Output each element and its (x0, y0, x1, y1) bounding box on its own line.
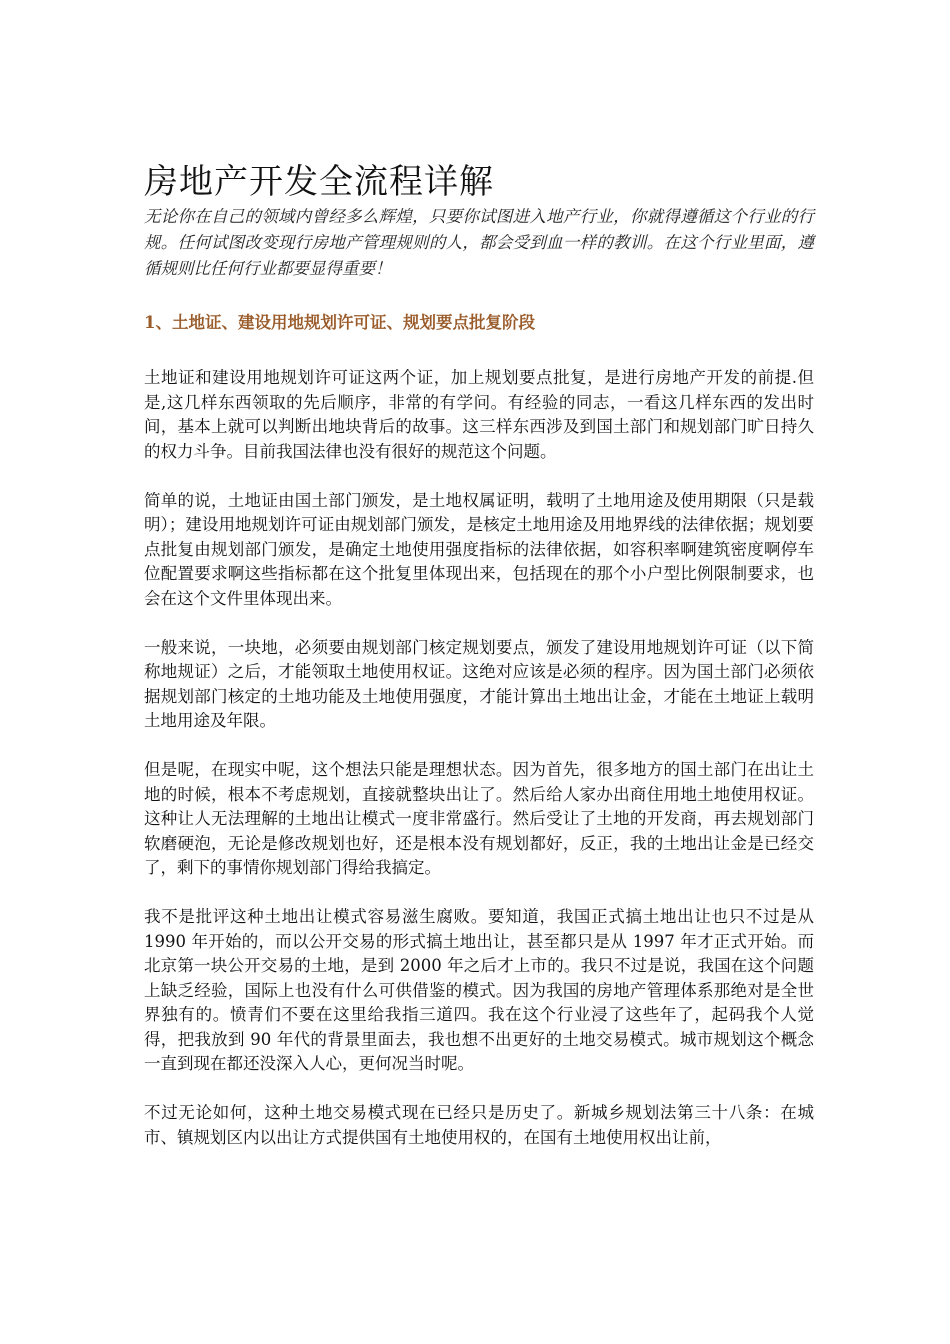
paragraph: 我不是批评这种土地出让模式容易滋生腐败。要知道，我国正式搞土地出让也只不过是从 1990 年开始的，而以公开交易的形式搞土地出让，甚至都只是从 1997 年才正式开始。而北京第一块公开交易的土地，是到 2000 年之后才上市的。我只不过是说，我国在这个问题上缺乏经验，国际上也没有什么可供借鉴的模式。因为我国的房地产管理体系那绝对是全世界独有的。愤青们不要在这里给我指三道四。我在这个行业浸了这些年了，起码我个人觉得，把我放到 90 年代的背景里面去，我也想不出更好的土地交易模式。城市规划这个概念一直到现在都还没深入人心，更何况当时呢。 (144, 907, 814, 1073)
document-lead: 无论你在自己的领域内曾经多么辉煌，只要你试图进入地产行业，你就得遵循这个行业的行规。任何试图改变现行房地产管理规则的人，都会受到血一样的教训。在这个行业里面，遵循规则比任何行业都要显得重要！ (144, 207, 814, 278)
section-heading: 1、土地证、建设用地规划许可证、规划要点批复阶段 (144, 313, 535, 332)
paragraph: 一般来说，一块地，必须要由规划部门核定规划要点，颁发了建设用地规划许可证（以下简称地规证）之后，才能领取土地使用权证。这绝对应该是必须的程序。因为国土部门必须依据规划部门核定的土地功能及土地使用强度，才能计算出土地出让金，才能在土地证上载明土地用途及年限。 (144, 637, 814, 730)
paragraph: 但是呢，在现实中呢，这个想法只能是理想状态。因为首先，很多地方的国土部门在出让土地的时候，根本不考虑规划，直接就整块出让了。然后给人家办出商住用地土地使用权证。这种让人无法理解的土地出让模式一度非常盛行。然后受让了土地的开发商，再去规划部门软磨硬泡，无论是修改规划也好，还是根本没有规划都好，反正，我的土地出让金是已经交了，剩下的事情你规划部门得给我搞定。 (144, 760, 814, 877)
paragraph: 不过无论如何，这种土地交易模式现在已经只是历史了。新城乡规划法第三十八条：在城市、镇规划区内以出让方式提供国有土地使用权的，在国有土地使用权出让前， (144, 1103, 814, 1147)
paragraph: 简单的说，土地证由国土部门颁发，是土地权属证明，载明了土地用途及使用期限（只是载明）；建设用地规划许可证由规划部门颁发，是核定土地用途及用地界线的法律依据；规划要点批复由规划部门颁发，是确定土地使用强度指标的法律依据，如容积率啊建筑密度啊停车位配置要求啊这些指标都在这个批复里体现出来，包括现在的那个小户型比例限制要求，也会在这个文件里体现出来。 (144, 490, 814, 608)
paragraph: 土地证和建设用地规划许可证这两个证，加上规划要点批复，是进行房地产开发的前提.但是,这几样东西领取的先后顺序，非常的有学问。有经验的同志，一看这几样东西的发出时间，基本上就可以判断出地块背后的故事。这三样东西涉及到国土部门和规划部门旷日持久的权力斗争。目前我国法律也没有很好的规范这个问题。 (144, 368, 814, 461)
document-page (144, 160, 814, 1150)
document-title: 房地产开发全流程详解 (144, 162, 494, 202)
